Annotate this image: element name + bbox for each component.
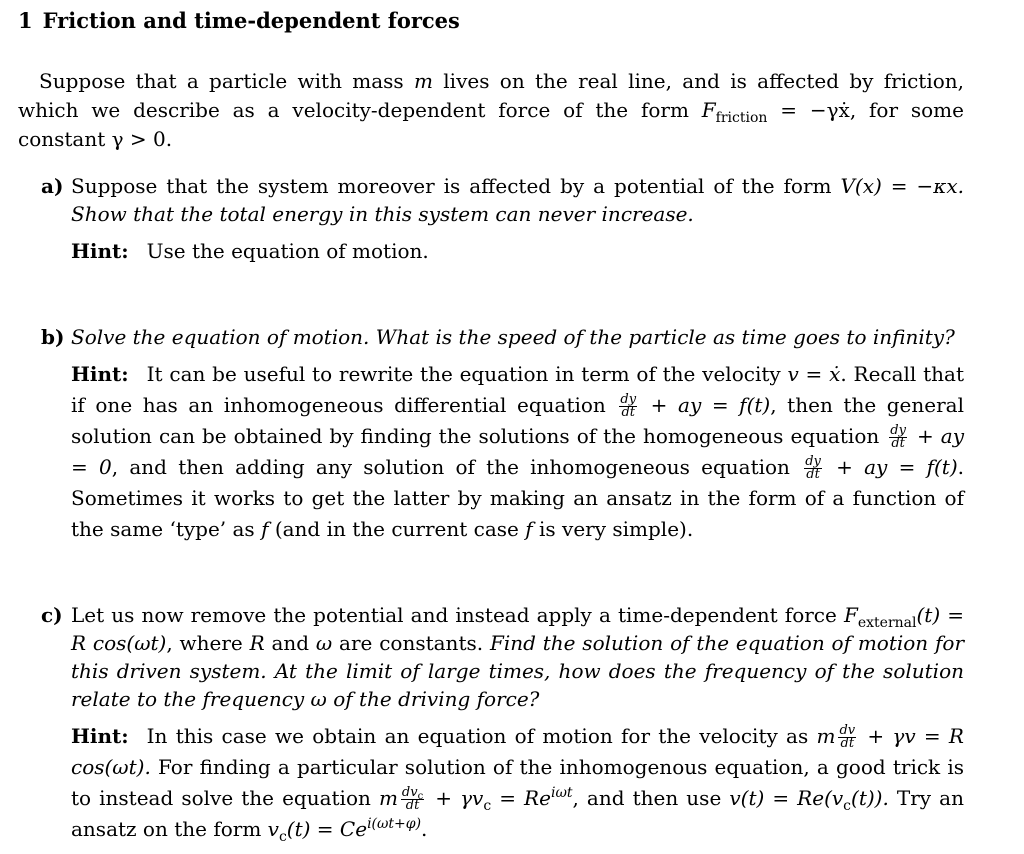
section-heading — [18, 8, 964, 34]
part-b-hint-text-2: . Recall that if one has an inhomogeneous differential equation — [71, 362, 964, 417]
part-c-hint-text-4: Try an ansatz on the form — [71, 786, 964, 841]
part-c-hint-m-2: m — [378, 786, 398, 810]
part-c-force-symbol: F — [843, 603, 858, 627]
fraction-dy-dt-1 — [619, 394, 637, 419]
part-b-label: b) — [41, 325, 65, 349]
part-b-hint-f-1: f — [261, 517, 269, 541]
part-a-label: a) — [41, 174, 64, 198]
part-c-hint-math-3: = Re — [491, 786, 551, 810]
part-a-hint — [71, 236, 964, 267]
part-c-hint-vc-sub: c — [483, 798, 492, 814]
frac-num: dy — [890, 423, 906, 438]
part-b-hint-label: Hint: — [71, 362, 129, 386]
part-c-hint-math-4: v(t) = Re(v — [729, 786, 844, 810]
document-page — [18, 8, 964, 845]
part-b — [18, 323, 964, 545]
part-a-question — [71, 172, 964, 228]
part-c-hint-m-1: m — [816, 724, 836, 748]
part-b-hint-text-3: , then the general solution can be obtained by finding the solutions of the homogeneous equation — [71, 393, 964, 448]
part-c-label: c) — [41, 603, 63, 627]
part-c-R-symbol: R — [249, 631, 265, 655]
frac-den: dt — [891, 436, 905, 451]
frac-num: dy — [620, 392, 637, 407]
frac-num: dv — [839, 723, 856, 738]
part-c-text-4: are constants. — [332, 631, 490, 655]
part-b-hint-math-4: + ay = f(t) — [824, 455, 958, 479]
part-b-hint — [71, 359, 964, 545]
intro-text-3: = −γẋ, for some constant γ > 0. — [18, 98, 964, 151]
fraction-dy-dt-2 — [889, 425, 907, 450]
fraction-dv-dt — [838, 725, 856, 750]
section-title: Friction and time-dependent forces — [42, 8, 460, 33]
frac-den: dt — [806, 467, 820, 482]
part-c — [18, 601, 964, 845]
part-c-omega-symbol: ω — [315, 631, 333, 655]
part-c-math-1: (t) = R cos(ωt) — [71, 603, 964, 655]
part-a-text-2: Show that the total energy in this system can never increase. — [71, 202, 694, 226]
part-b-question: Solve the equation of motion. What is the speed of the particle as time goes to infinity? — [71, 325, 955, 349]
part-c-hint-math-2: + γv — [427, 786, 484, 810]
part-c-hint-end: . — [421, 817, 428, 841]
frac-num-text: dv — [401, 785, 418, 800]
part-a-text-1: Suppose that the system moreover is affected by a potential of the form — [71, 174, 841, 198]
part-b-hint-text-5: . Sometimes it works to get the latter by making an ansatz in the form of a function of the same ‘type’ as — [71, 455, 964, 541]
part-c-hint-math-6: v — [267, 817, 279, 841]
part-c-hint — [71, 721, 964, 845]
part-a-hint-label: Hint: — [71, 239, 129, 263]
part-b-hint-f-2: f — [525, 517, 533, 541]
frac-num-sub: c — [417, 791, 424, 802]
part-a — [18, 172, 964, 267]
fraction-dvc-dt — [401, 787, 424, 812]
part-c-hint-math-1: + γv = R cos(ωt). — [71, 724, 964, 779]
part-b-hint-math-2: + ay = f(t) — [640, 393, 771, 417]
part-c-hint-label: Hint: — [71, 724, 129, 748]
part-c-text-1: Let us now remove the potential and instead apply a time-dependent force — [71, 603, 844, 627]
intro-force-symbol: F — [701, 98, 716, 122]
part-c-hint-text-3: , and then use — [572, 786, 730, 810]
part-c-question — [71, 601, 964, 713]
part-c-hint-vc-sub-2: c — [843, 798, 852, 814]
part-b-hint-text-7: is very simple). — [532, 517, 694, 541]
frac-den: dt — [621, 405, 636, 420]
intro-text-2: lives on the real line, and is affected by friction, which we describe as a velocity-dependent force of the form — [18, 69, 965, 122]
part-c-hint-math-5: (t)). — [851, 786, 897, 810]
part-b-hint-math-3: + ay = 0 — [71, 424, 964, 479]
part-c-hint-text-1: In this case we obtain an equation of motion for the velocity as — [146, 724, 817, 748]
intro-text-1: Suppose that a particle with mass — [39, 69, 414, 93]
part-a-math: V(x) = −κx. — [840, 174, 964, 198]
part-c-text-3: and — [264, 631, 316, 655]
part-c-hint-exp-2: i(ωt+φ) — [367, 816, 422, 832]
intro-friction-subscript: friction — [715, 110, 768, 126]
intro-mass-symbol: m — [414, 69, 433, 93]
part-c-text-5: Find the solution of the equation of motion for this driven system. At the limit of large times, how does the frequency of the solution relate to the frequency ω of the driving force? — [71, 631, 965, 711]
part-b-hint-math-1: v = ẋ — [787, 362, 841, 386]
fraction-dy-dt-3 — [804, 456, 822, 481]
frac-num: dy — [805, 454, 821, 469]
part-c-hint-text-2: For finding a particular solution of the inhomogenous equation, a good trick is to instead solve the equation — [71, 755, 964, 810]
part-b-hint-text-1: It can be useful to rewrite the equation in term of the velocity — [146, 362, 788, 386]
part-c-hint-vc-sub-3: c — [278, 829, 287, 845]
frac-den: dt — [405, 798, 420, 813]
section-number: 1 — [18, 8, 33, 33]
intro-paragraph — [18, 67, 964, 154]
part-b-hint-text-6: (and in the current case — [268, 517, 526, 541]
part-c-hint-math-7: (t) = Ce — [286, 817, 368, 841]
part-a-hint-text: Use the equation of motion. — [146, 239, 429, 263]
part-c-external-subscript: external — [857, 615, 917, 631]
part-c-hint-exp-1: iωt — [550, 785, 573, 801]
part-b-hint-text-4: , and then adding any solution of the inhomogeneous equation — [111, 455, 802, 479]
part-c-text-2: , where — [166, 631, 250, 655]
frac-den: dt — [840, 736, 855, 751]
